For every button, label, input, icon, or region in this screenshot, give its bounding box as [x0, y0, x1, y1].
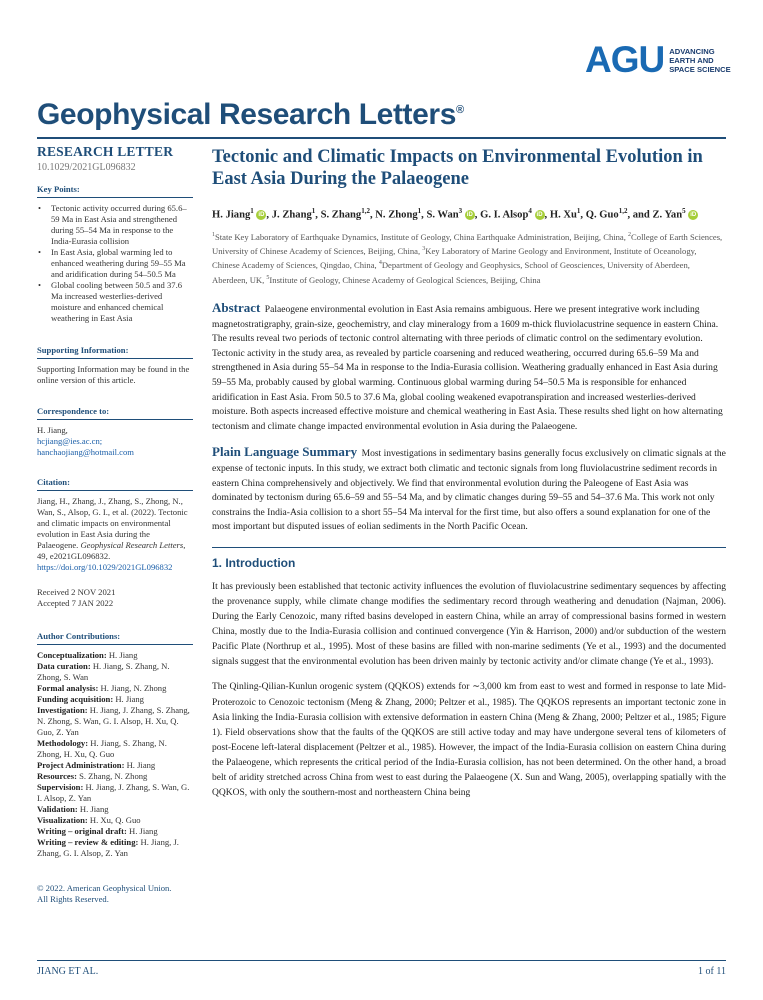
contribution-item — [37, 826, 193, 837]
author-affiliation-number: 4 — [528, 207, 532, 215]
citation-text — [37, 496, 193, 562]
intro-paragraph-1: It has previously been established that tectonic activity influences the evolution of fluviolacustrine sedimentary sequences by affecting the provenance supply, while climate change modifies the sedimentary record through weathering and denudation (Najman, 2006). During the Early Cenozoic, many rifted basins developed in eastern China, while an array of compressional basins formed in western China, mostly due to the India-Eurasia collision and continued convergence (Yin & Harrison, 2000) and/or subduction of the western Pacific Plate (Northrup et al., 1995). Most of these basins are filled with non-marine sediments (Ye et al., 1993) and the documented signals suggest that the environmental evolution has been driven mainly by tectonic activity and/or climate change (Ye et al., 1993). — [212, 581, 726, 668]
affiliation-text: Institute of Geology, Chinese Academy of Geological Sciences, Beijing, China — [269, 274, 541, 285]
orcid-icon[interactable]: iD — [690, 212, 697, 219]
key-points-list — [37, 203, 193, 324]
author-list — [212, 204, 726, 223]
contribution-names: H. Jiang — [124, 760, 156, 770]
running-head: JIANG ET AL. — [37, 966, 99, 977]
journal-title-text: Geophysical Research Letters — [37, 98, 456, 131]
author-contributions-heading: Author Contributions: — [37, 631, 121, 641]
correspondence-email-link[interactable]: hcjiang@ies.ac.cn; — [37, 436, 103, 446]
contribution-names: H. Jiang, S. Zhang, N. Zhong, S. Wan — [37, 661, 170, 682]
author-name: G. I. Alsop — [480, 209, 529, 221]
author-name: H. Jiang — [212, 209, 251, 221]
contribution-names: S. Zhang, N. Zhong — [76, 771, 148, 781]
abstract-heading: Abstract — [212, 299, 261, 315]
contribution-names: H. Jiang — [126, 826, 158, 836]
header-rule — [37, 137, 726, 139]
contribution-item — [37, 760, 193, 771]
author-affiliation-number: 1,2 — [618, 207, 628, 215]
citation-body: Jiang, H., Zhang, J., Zhang, S., Zhong, N., Wan, S., Alsop, G. I., et al. (2022). Tectonic and climatic impacts on environmental evolution in East Asia during the Palaeogene. — [37, 496, 188, 550]
article-doi[interactable]: 10.1029/2021GL096832 — [37, 162, 136, 173]
affiliation-number: 1 — [212, 231, 215, 238]
pls-heading: Plain Language Summary — [212, 444, 358, 460]
author-name: N. Zhong — [375, 209, 418, 221]
divider — [37, 490, 193, 491]
contribution-names: H. Jiang — [77, 804, 109, 814]
sidebar — [37, 146, 193, 905]
copyright-notice — [37, 883, 193, 905]
author-separator: , — [266, 209, 272, 221]
contribution-role: Writing – original draft: — [37, 826, 127, 836]
contribution-item — [37, 837, 193, 859]
citation-doi-link[interactable]: https://doi.org/10.1029/2021GL096832 — [37, 562, 173, 572]
affiliation-number: 5 — [266, 274, 270, 281]
key-points-heading: Key Points: — [37, 184, 80, 194]
supporting-info-heading: Supporting Information: — [37, 345, 129, 355]
article-title: Tectonic and Climatic Impacts on Environmental Evolution in East Asia During the Palaeogene — [212, 147, 703, 189]
divider — [37, 419, 193, 420]
citation-volume: , 49, e2021GL096832. — [37, 540, 186, 561]
correspondence-email-link[interactable]: hanchaojiang@hotmail.com — [37, 447, 134, 457]
accepted-date: Accepted 7 JAN 2022 — [37, 598, 114, 608]
author-separator: , — [474, 209, 481, 221]
contribution-role: Investigation: — [37, 705, 88, 715]
contribution-role: Validation: — [37, 804, 78, 814]
author-name: Z. Yan — [652, 209, 683, 221]
contribution-role: Resources: — [37, 771, 77, 781]
divider — [37, 644, 193, 645]
abstract-text: Palaeogene environmental evolution in East Asia remains ambiguous. Here we present integrative work including magnetostratigraphy, grain-size, geochemistry, and clay mineralogy from a 1609 m-thick fluviolacustrine sequence in eastern China. The results reveal two periods of tectonic control alternating with three periods of climatic control on the sedimentary evolution. Tectonic activity in the study area, as revealed by particle coarsening and reduced weathering, occurred during 65.6–59 Ma and strengthened in Asia during 55–54 Ma in response to the India-Eurasia collision. Weathering gradually enhanced in East Asia during 59–55 Ma, probably caused by global warming. Continuous global warming during 54–50.5 Ma is responsible for enhanced aridification in East Asia. From 50.5 to 37.6 Ma, global cooling weakened evapotranspiration and increased westerlies-derived moisture. Both aspects increased effective moisture and chemical weathering in East Asia. These results shed light on how alternating tectonism and climate change impacted environmental evolution in Asia during the Palaeogene. — [212, 303, 723, 432]
contribution-names: H. Jiang — [113, 694, 144, 704]
key-point: • Tectonic activity occurred during 65.6–59 Ma in East Asia and strengthened during 55–54 Ma in response to the India-Eurasia collision — [37, 203, 193, 247]
author-affiliation-number: 1 — [311, 207, 316, 215]
agu-tagline-line-3: SPACE SCIENCE — [669, 64, 731, 74]
contribution-names: H. Xu, Q. Guo — [87, 815, 141, 825]
abstract — [212, 301, 726, 434]
author-affiliation-number: 1 — [576, 207, 581, 215]
author-affiliation-number: 3 — [458, 207, 463, 215]
contribution-item — [37, 815, 193, 826]
author-contributions-list — [37, 650, 193, 859]
contribution-item — [37, 661, 193, 683]
citation-journal: Geophysical Research Letters — [80, 540, 184, 550]
author-affiliation-number: 1,2 — [361, 207, 370, 215]
orcid-icon[interactable]: iD — [466, 212, 473, 219]
affiliation-text: Department of Geology and Geophysics, School of Geosciences, University of Aberdeen, Aberdeen, UK, — [212, 260, 690, 285]
contribution-item — [37, 782, 193, 804]
contribution-item — [37, 694, 193, 705]
author-separator: , — [369, 209, 376, 221]
divider — [37, 358, 193, 359]
affiliation-number: 4 — [378, 260, 382, 267]
contribution-names: H. Jiang, J. Zhang, G. I. Alsop, Z. Yan — [37, 837, 179, 858]
citation-heading: Citation: — [37, 477, 70, 487]
key-point: • Global cooling between 50.5 and 37.6 Ma increased westerlies-derived moisture and enhanced chemical weathering in East Asia — [37, 280, 193, 324]
contribution-names: H. Jiang, J. Zhang, S. Wan, G. I. Alsop, Z. Yan — [37, 782, 190, 803]
author-separator: , — [421, 209, 427, 221]
agu-tagline-line-1: ADVANCING — [669, 46, 715, 56]
pls-text: Most investigations in sedimentary basins generally focus exclusively on climatic signals at the expense of tectonic inputs. In this study, we extract both climatic and tectonic signals from long fluviolacustrine sediment records in eastern China comprehensively and objectively. We find that environmental evolution during the Paleogene of East Asia was dominated by tectonism during 65.6–59 and 55–54 Ma, and by climatic changes during 59–55 and 54–37.6 Ma. This work not only constrains the India-Asia collision to a short 55–54 Ma interval for the first time, but also offers a sound explanation for one of the most important but disputed issues of eolian sediments in the North Pacific Ocean. — [212, 448, 726, 533]
contribution-names: H. Jiang — [106, 650, 138, 660]
contribution-item — [37, 738, 193, 760]
author-name: Q. Guo — [585, 209, 619, 221]
contribution-role: Project Administration: — [37, 760, 125, 770]
affiliation-text: College of Earth Sciences, University of Chinese Academy of Sciences, Beijing, China, — [212, 231, 723, 256]
author-separator: , — [315, 209, 321, 221]
contribution-item — [37, 650, 193, 661]
intro-paragraph-2: The Qinling-Qilian-Kunlun orogenic system (QQKOS) extends for ∼3,000 km from east to west and formed in response to late Mid-Proterozoic to Cenozoic tectonism (Meng & Zhang, 2000; Peltzer et al., 1985). The QQKOS represents an important tectonic zone in Asia linking the India-Eurasia collision with extensive deformation in eastern China (Meng & Zhang, 2000; Peltzer et al., 1985; Figure 1). Field observations show that the faults of the QQKOS are still active today and may have undergone several tens of kilometers of post-Eocene left-lateral displacement (Peltzer et al., 1985). However, the impact of the India-Eurasia collision on eastern China during the Palaeogene, which represents the critical period of the India-Eurasia collision, has not been determined. On the other hand, a broad belt of aridity stretched across China from west to east during the Palaeogene (X. Sun and Wang, 2005), overlapping spatially with the QQKOS, with only the southern-most and northeastern China being — [212, 682, 726, 799]
affiliation-text: State Key Laboratory of Earthquake Dynamics, Institute of Geology, China Earthquake Administration, Beijing, China, — [215, 231, 629, 242]
agu-logo — [585, 39, 731, 80]
plain-language-summary — [212, 445, 726, 535]
contribution-names: H. Jiang, S. Zhang, N. Zhong, H. Xu, Q. Guo — [37, 738, 167, 759]
registered-mark: ® — [456, 104, 464, 116]
contribution-item — [37, 705, 193, 738]
author-affiliation-number: 1 — [417, 207, 422, 215]
journal-title — [37, 98, 464, 132]
main-column — [212, 146, 726, 801]
author-name: S. Wan — [426, 209, 459, 221]
contribution-role: Visualization: — [37, 815, 88, 825]
author-affiliation-number: 1 — [250, 207, 254, 215]
agu-tagline-line-2: EARTH AND — [669, 55, 714, 65]
contribution-role: Funding acquisition: — [37, 694, 114, 704]
copyright-line: All Rights Reserved. — [37, 894, 109, 904]
affiliation-number: 2 — [628, 231, 632, 238]
author-separator: , — [580, 209, 586, 221]
contribution-names: H. Jiang, J. Zhang, S. Zhang, N. Zhong, S. Wan, G. I. Alsop, H. Xu, Q. Guo, Z. Yan — [37, 705, 190, 737]
article-type: RESEARCH LETTER — [37, 144, 174, 159]
supporting-info-text: Supporting Information may be found in the online version of this article. — [37, 364, 190, 385]
contribution-item — [37, 804, 193, 815]
page-number: 1 of 11 — [698, 966, 726, 977]
contribution-role: Formal analysis: — [37, 683, 99, 693]
affiliation-text: Key Laboratory of Marine Geology and Environment, Institute of Oceanology, Chinese Academy of Sciences, Qingdao, China, — [212, 245, 697, 271]
received-date: Received 2 NOV 2021 — [37, 587, 116, 597]
contribution-role: Conceptualization: — [37, 650, 107, 660]
contribution-role: Data curation: — [37, 661, 91, 671]
contribution-role: Supervision: — [37, 782, 84, 792]
author-separator: , — [544, 209, 550, 221]
author-name: H. Xu — [549, 209, 577, 221]
orcid-icon[interactable]: iD — [536, 212, 543, 219]
contribution-role: Writing – review & editing: — [37, 837, 139, 847]
key-point: • In East Asia, global warming led to enhanced weathering during 59–55 Ma and aridification during 54–50.5 Ma — [37, 247, 193, 280]
affiliations — [212, 229, 726, 286]
agu-mark: AGU — [585, 39, 665, 80]
correspondence-heading: Correspondence to: — [37, 406, 110, 416]
author-separator: , and — [627, 209, 653, 221]
contribution-role: Methodology: — [37, 738, 89, 748]
author-affiliation-number: 5 — [682, 207, 686, 215]
introduction-heading: 1. Introduction — [212, 547, 726, 570]
contribution-names: H. Jiang, N. Zhong — [98, 683, 167, 693]
contribution-item — [37, 683, 193, 694]
affiliation-number: 3 — [422, 245, 426, 252]
author-name: S. Zhang — [320, 209, 362, 221]
orcid-icon[interactable]: iD — [258, 212, 265, 219]
contribution-item — [37, 771, 193, 782]
author-name: J. Zhang — [271, 209, 312, 221]
copyright-line: © 2022. American Geophysical Union. — [37, 883, 172, 893]
footer-rule — [37, 960, 726, 961]
divider — [37, 197, 193, 198]
agu-tagline — [669, 47, 730, 74]
correspondence-name: H. Jiang, — [37, 425, 68, 435]
